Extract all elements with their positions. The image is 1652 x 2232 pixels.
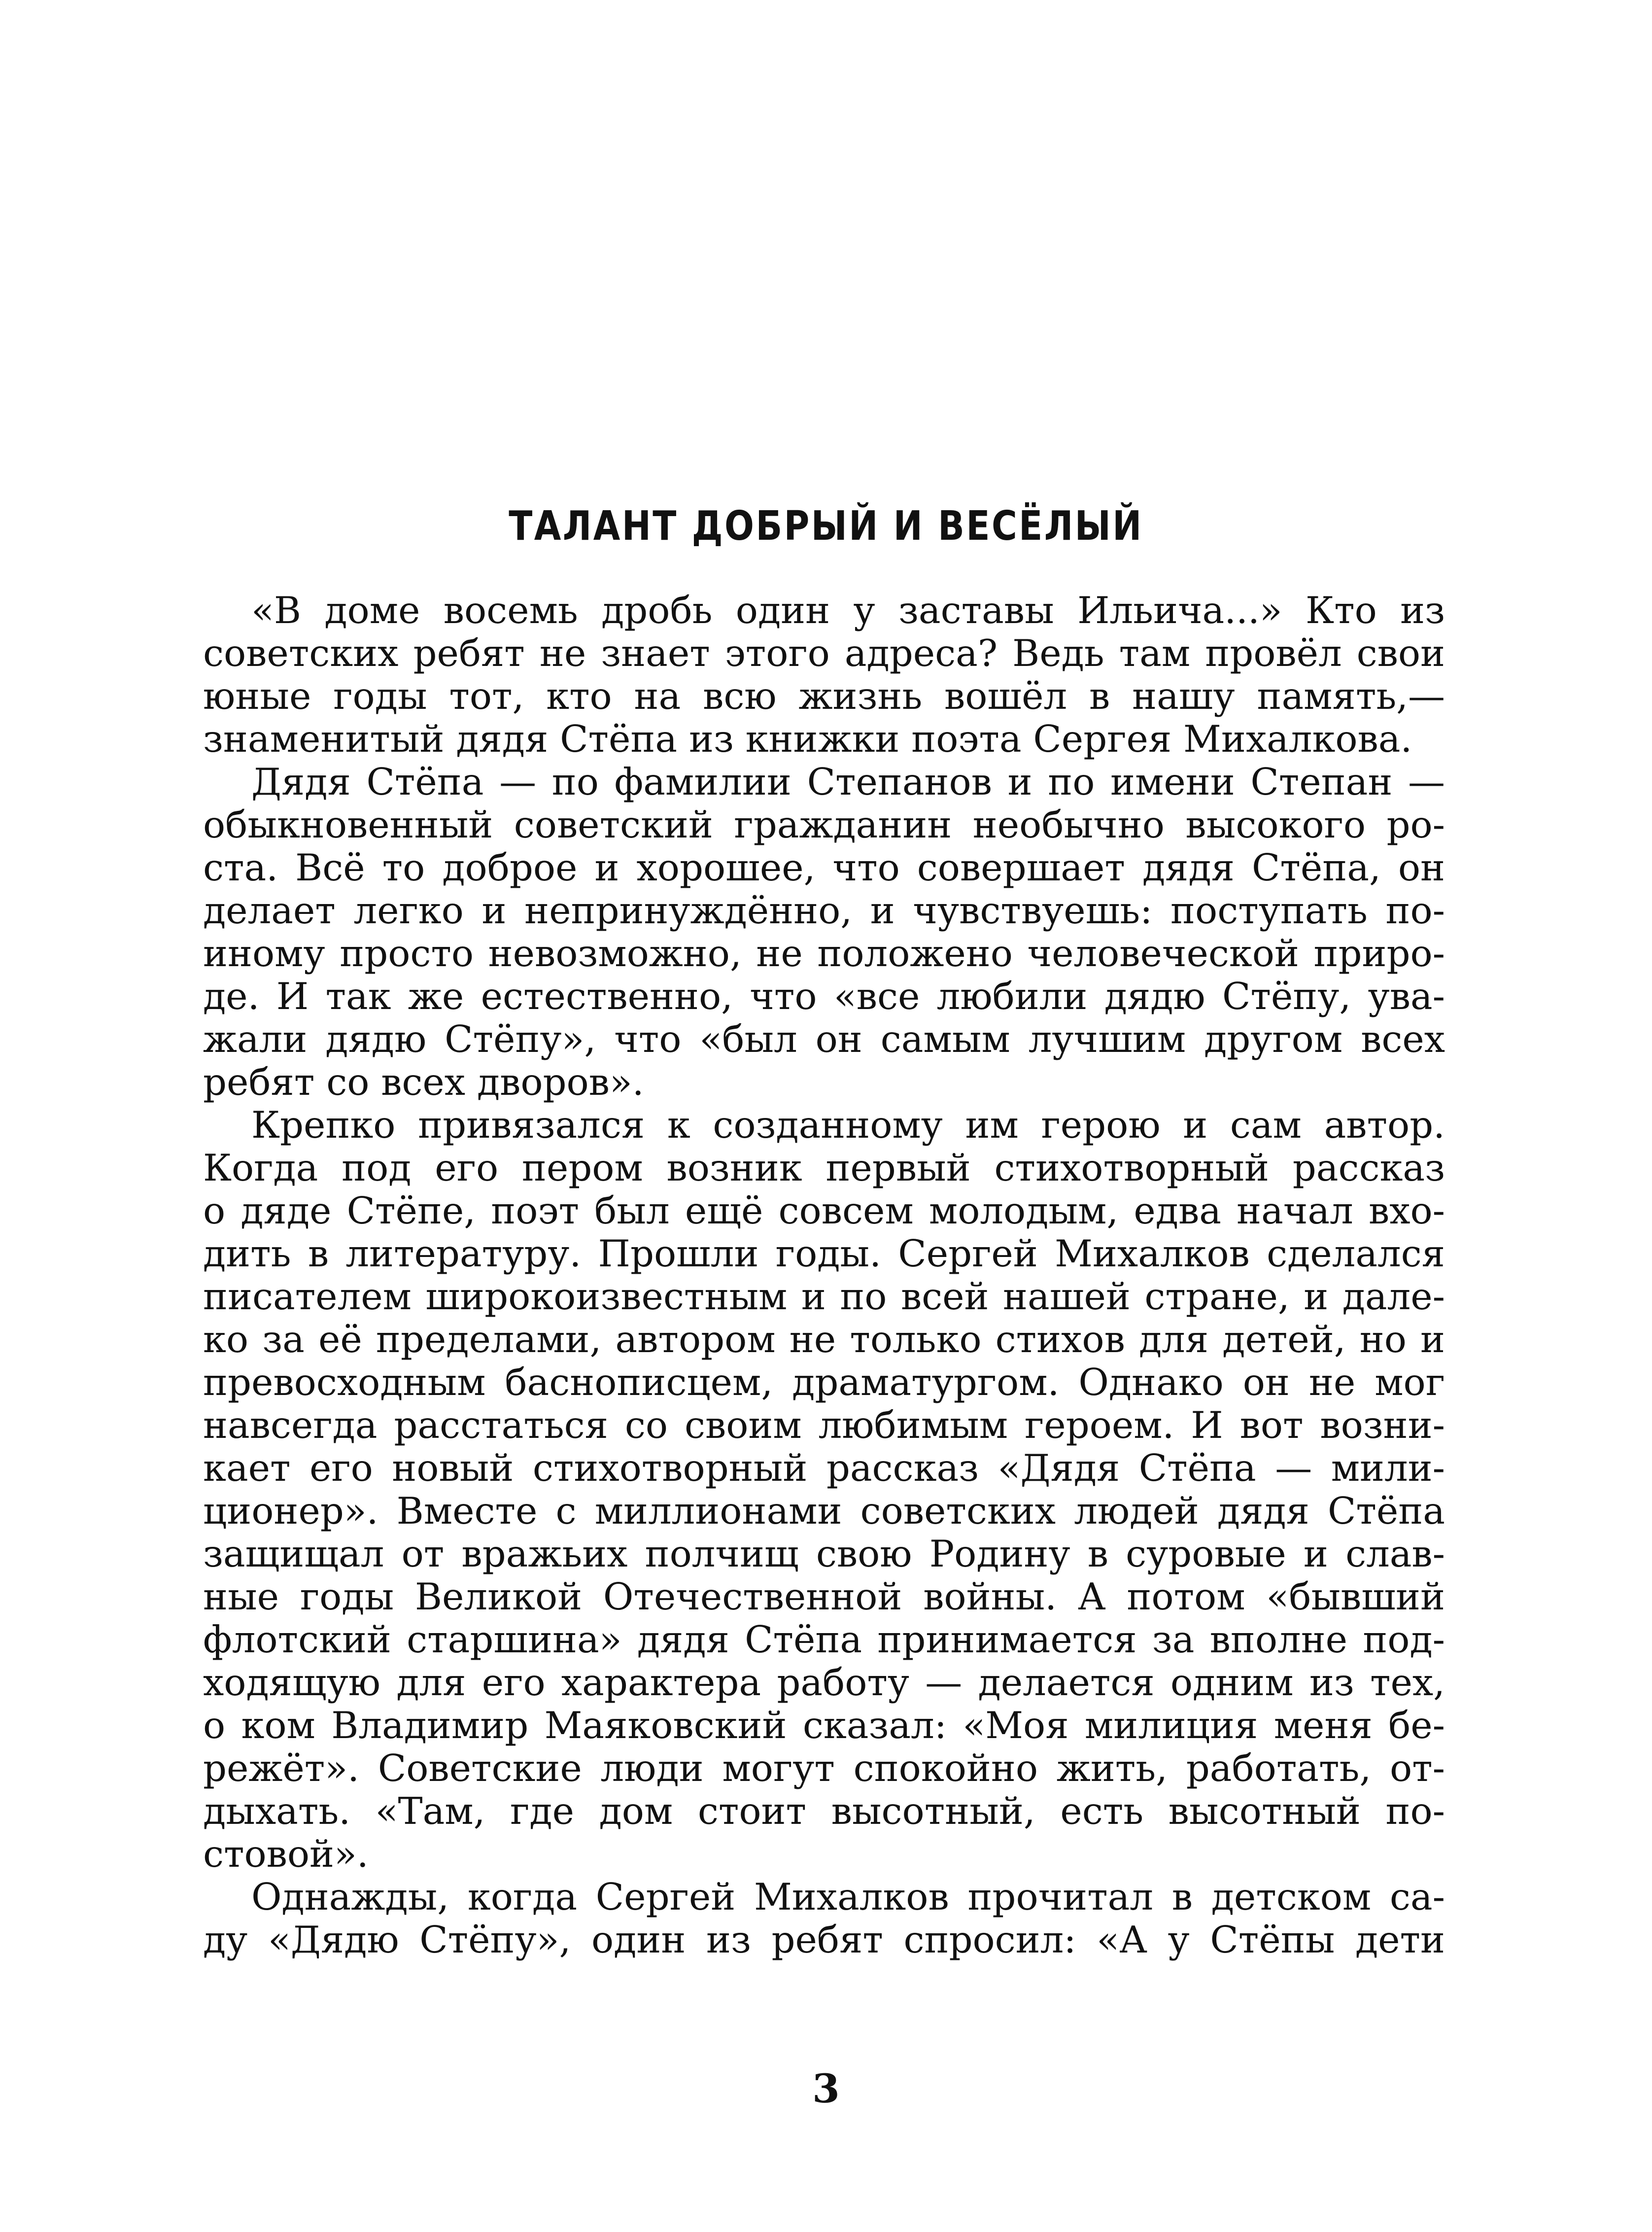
body-text <box>203 589 1445 1961</box>
text-line: ходящую для его характера работу — делается одним из тех, <box>203 1661 1445 1704</box>
text-line: о ком Владимир Маяковский сказал: «Моя милиция меня бе- <box>203 1704 1445 1747</box>
text-line: советских ребят не знает этого адреса? Ведь там провёл свои <box>203 631 1445 675</box>
text-line: «В доме восемь дробь один у заставы Ильича...» Кто из <box>251 589 1445 632</box>
text-line: ционер». Вместе с миллионами советских людей дядя Стёпа <box>203 1489 1445 1533</box>
text-line: де. И так же естественно, что «все любили дядю Стёпу, ува- <box>203 975 1445 1018</box>
text-line: превосходным баснописцем, драматургом. Однако он не мог <box>203 1360 1445 1404</box>
text-line: Крепко привязался к созданному им герою и сам автор. <box>251 1103 1445 1147</box>
text-line: жали дядю Стёпу», что «был он самым лучшим другом всех <box>203 1017 1445 1061</box>
text-line: обыкновенный советский гражданин необычно высокого ро- <box>203 803 1445 846</box>
chapter-title: ТАЛАНТ ДОБРЫЙ И ВЕСЁЛЫЙ <box>509 503 1143 550</box>
text-line: навсегда расстаться со своим любимым героем. И вот возни- <box>203 1403 1445 1447</box>
text-line: дыхать. «Там, где дом стоит высотный, есть высотный по- <box>203 1789 1445 1833</box>
text-line: иному просто невозможно, не положено человеческой приро- <box>203 932 1445 975</box>
text-line: режёт». Советские люди могут спокойно жить, работать, от- <box>203 1746 1445 1790</box>
text-line: флотский старшина» дядя Стёпа принимается за вполне под- <box>203 1618 1445 1661</box>
text-line: Когда под его пером возник первый стихотворный рассказ <box>203 1146 1445 1189</box>
text-line: делает легко и непринуждённо, и чувствуешь: поступать по- <box>203 889 1445 932</box>
text-line: Однажды, когда Сергей Михалков прочитал в детском са- <box>251 1875 1445 1918</box>
text-line: юные годы тот, кто на всю жизнь вошёл в нашу память,— <box>203 674 1445 718</box>
text-line: знаменитый дядя Стёпа из книжки поэта Сергея Михалкова. <box>203 717 1412 761</box>
text-line: дить в литературу. Прошли годы. Сергей Михалков сделался <box>203 1232 1445 1275</box>
text-line: защищал от вражьих полчищ свою Родину в суровые и слав- <box>203 1532 1445 1575</box>
text-line: стовой». <box>203 1832 369 1876</box>
text-line: Дядя Стёпа — по фамилии Степанов и по имени Степан — <box>251 760 1445 803</box>
text-line: ду «Дядю Стёпу», один из ребят спросил: «А у Стёпы дети <box>203 1918 1445 1961</box>
text-line: ребят со всех дворов». <box>203 1060 644 1104</box>
text-line: ные годы Великой Отечественной войны. А потом «бывший <box>203 1575 1445 1618</box>
text-line: кает его новый стихотворный рассказ «Дядя Стёпа — мили- <box>203 1446 1445 1490</box>
text-line: о дяде Стёпе, поэт был ещё совсем молодым, едва начал вхо- <box>203 1189 1445 1232</box>
text-line: ста. Всё то доброе и хорошее, что совершает дядя Стёпа, он <box>203 846 1445 889</box>
text-line: писателем широкоизвестным и по всей нашей стране, и дале- <box>203 1275 1445 1318</box>
page-number: 3 <box>812 2065 840 2112</box>
text-line: ко за её пределами, автором не только стихов для детей, но и <box>203 1318 1445 1361</box>
